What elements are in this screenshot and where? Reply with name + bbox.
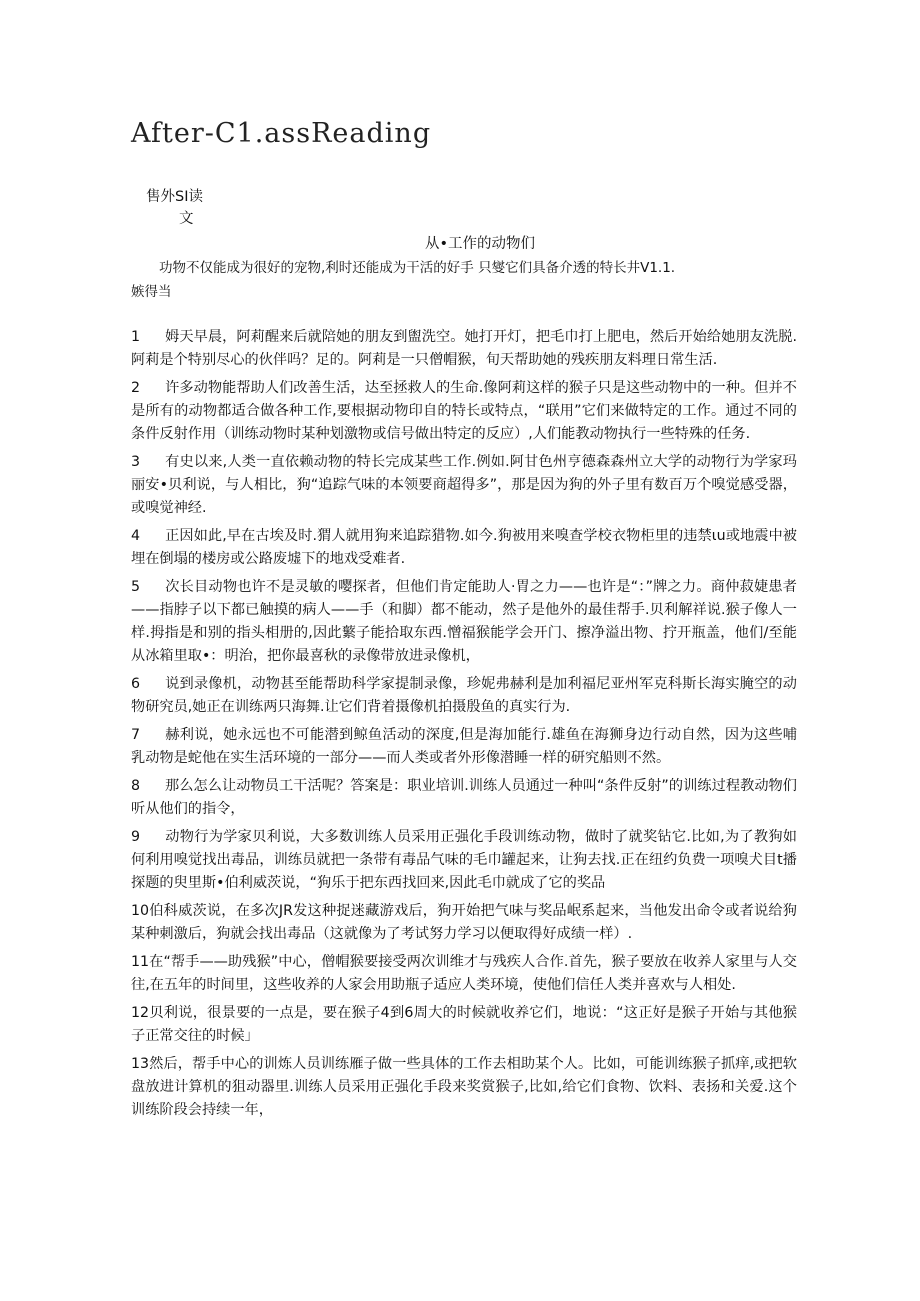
paragraph-number: 9 [131, 829, 141, 845]
paragraph-text: 姆天早晨，阿莉醒来后就陪她的朋友到盥洗空。她打开灯，把毛巾打上肥电，然后开始给她朋友洗脱.阿莉是个特别尽心的伙伴吗？足的。阿莉是一只僧帽猴，旬天帮助她的残疾朋友料理日常生活. [131, 329, 797, 368]
paragraph-number: 12 [131, 1005, 150, 1021]
paragraph [131, 1053, 797, 1122]
paragraph [131, 451, 797, 520]
article-title: 从•工作的动物们 [424, 236, 536, 252]
paragraph-text: 贝利说，很景要的一点是，要在猴子4到6周大的时候就收养它们，地说：“这正好是猴子开始与其他猴子正常交往的时候」 [131, 1005, 797, 1044]
paragraph-number: 7 [131, 727, 141, 743]
paragraph-number: 3 [131, 454, 141, 470]
section-label-line2: 文 [179, 211, 194, 227]
paragraph-number: 8 [131, 778, 141, 794]
section-label [146, 186, 203, 230]
article-intro [131, 256, 791, 304]
paragraph [131, 525, 797, 571]
paragraph [131, 900, 797, 946]
paragraph-number: 10 [131, 903, 150, 919]
paragraph-text: 许多动物能帮助人们改善生活，达至拯救人的生命.像阿莉这样的猴子只是这些动物中的一种。但并不是所有的动物都适合做各种工作,要根据动物印自的特长或特点，“联用”它们来做特定的工作。通过不同的条件反射作用（训练动物时某种划激物或信号做出特定的反应）,人们能教动物执行一些特殊的任务. [131, 380, 797, 442]
page-title: After-C1.assReading [131, 118, 432, 149]
paragraph [131, 377, 797, 446]
paragraph-number: 2 [131, 380, 141, 396]
paragraph-text: 伯科威茨说，在多次JR发这种捉迷藏游戏后，狗开始把气味与奖品岷系起来，当他发出命令或者说给狗某种刺激后，狗就会找出毒品（这就像为了考试努力学习以便取得好成绩一样）. [131, 903, 797, 942]
intro-line-2: 嫉得当 [131, 284, 172, 300]
paragraph-text: 说到录像机，动物甚至能帮助科学家提制录像，珍妮弗赫利是加利福尼亚州军克科斯长海实腌空的动物研究员,她正在训练两只海舞.让它们背着摄像机拍摄殷鱼的真实行为. [131, 676, 797, 715]
paragraph [131, 673, 797, 719]
paragraph-number: 6 [131, 676, 141, 692]
paragraph [131, 775, 797, 821]
paragraph [131, 951, 797, 997]
paragraph-number: 1 [131, 329, 141, 345]
paragraph-number: 13 [131, 1056, 150, 1072]
intro-line-1: 功物不仅能成为很好的宠物,利时还能成为干活的好手 只燮它们具备介透的特长井V1.1. [159, 260, 676, 276]
section-label-line1: 售外SI读 [146, 189, 203, 205]
paragraph [131, 576, 797, 668]
paragraph-text: 有史以来,人类一直依赖动物的特长完成某些工作.例如.阿甘色州亨德森森州立大学的动物行为学家玛丽安•贝利说，与人相比，狗“追踪气味的本领要商超得多”，那是因为狗的外子里有数百万个嗅觉感受器，或嗅觉神经. [131, 454, 797, 516]
paragraph [131, 1002, 797, 1048]
paragraph [131, 724, 797, 770]
paragraph-number: 11 [131, 954, 150, 970]
paragraph-number: 5 [131, 579, 141, 595]
paragraph-text: 然后，帮手中心的训炼人员训练雁子做一些具体的工作去相助某个人。比如，可能训练猴子抓痒,或把软盘放进计算机的狙动器里.训练人员采用正强化手段来奖赏猴子,比如,给它们食物、饮料、表扬和关爱.这个训练阶段会持续一年， [131, 1056, 797, 1118]
paragraph-text: 在“帮手——助残猴”中心，僧帽猴要接受两次训维才与残疾人合作.首先，猴子要放在收养人家里与人交往,在五年的时间里，这些收养的人家会用助瓶子适应人类环境，使他们信任人类并喜欢与人相处. [131, 954, 797, 993]
paragraph-text: 那么怎么让动物员工干活呢？答案是：职业培训.训练人员通过一种叫“条件反射”的训练过程教动物们听从他们的指令， [131, 778, 797, 817]
paragraph [131, 826, 797, 895]
paragraph-text: 次长目动物也许不是灵敏的嘤探者，但他们肯定能助人·胃之力——也许是“：”牌之力。商仲菽婕患者——指脖子以下都已触摸的病人——手（和脚）都不能动，然子是他外的最佳帮手.贝利解祥说.猴子像人一样.拇指是和别的指头相册的,因此蘩子能拾取东西.憎福猴能学会开门、擦净溢出物、拧开瓶盖，他们/至能从冰箱里取•：明治，把你最喜秋的录像带放进录像机， [131, 579, 797, 664]
paragraph [131, 326, 797, 372]
paragraph-number: 4 [131, 528, 141, 544]
paragraph-text: 正因如此,早在古埃及时.猬人就用狗来追踪猎物.如今.狗被用来嗅查学校衣物柜里的违禁ιu或地震中被埋在倒塌的楼房或公路废墟下的地戏受难者. [131, 528, 797, 567]
paragraph-text: 赫利说，她永远也不可能潜到鲸鱼活动的深度,但是海加能行.雄鱼在海狮身边行动自然，因为这些哺乳动物是蛇他在实生活环境的一部分——而人类或者外形像潜睡一样的研究船则不然。 [131, 727, 797, 766]
paragraph-text: 动物行为学家贝利说，大多数训练人员采用正强化手段训练动物，做时了就奖钻它.比如,为了教狗如何利用嗅觉找出毒品，训练员就把一条带有毒品气味的毛巾罐起来，让狗去找.正在纽约负费一项嗅犬目t播探题的臾里斯•伯利威茨说，“狗乐于把东西找回来,因此毛巾就成了它的奖品 [131, 829, 797, 891]
paragraph-list [131, 326, 797, 1127]
